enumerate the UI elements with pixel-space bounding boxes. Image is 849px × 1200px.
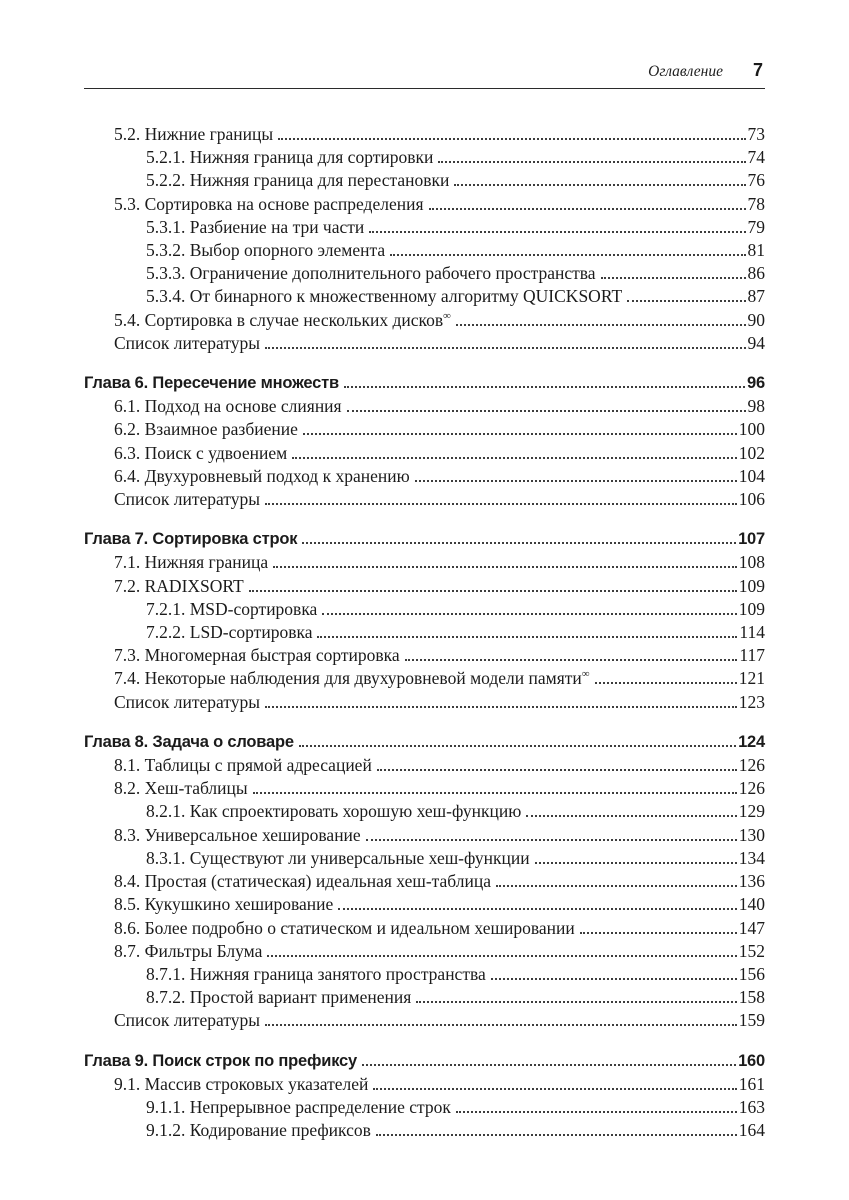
dot-leader (535, 862, 737, 864)
toc-entry-label: 7.3. Многомерная быстрая сортировка (114, 645, 400, 666)
toc-entry (84, 169, 765, 192)
toc-entry (84, 418, 765, 441)
toc-entry-page: 100 (738, 419, 765, 440)
dot-leader (390, 254, 745, 256)
toc-entry-label: Глава 9. Поиск строк по префиксу (84, 1051, 358, 1070)
dot-leader (454, 184, 745, 186)
toc-entry (84, 1073, 765, 1096)
dot-leader (456, 1111, 737, 1113)
toc-entry-page: 86 (747, 263, 765, 284)
dot-leader (273, 566, 737, 568)
toc-entry-label: Список литературы (114, 332, 261, 353)
toc-entry-page: 81 (747, 240, 765, 261)
toc-entry (84, 1009, 765, 1032)
toc-entry-label: 9.1. Массив строковых указателей (114, 1073, 369, 1094)
toc-entry-label: 8.7.1. Нижняя граница занятого пространства (146, 963, 486, 984)
header-title: Оглавление (648, 63, 723, 80)
toc-entry (84, 621, 765, 644)
toc-entry-label: 5.4. Сортировка в случае нескольких дисков∞ (114, 309, 451, 330)
toc-entry-page: 124 (738, 732, 765, 751)
toc-entry-page: 134 (738, 847, 765, 868)
dot-leader (299, 745, 736, 747)
dot-leader (302, 542, 736, 544)
toc-entry (84, 963, 765, 986)
dot-leader (317, 636, 737, 638)
dot-leader (249, 590, 737, 592)
toc-entry (84, 1119, 765, 1142)
dot-leader (491, 978, 737, 980)
toc-entry-page: 94 (747, 332, 765, 353)
dot-leader (303, 433, 737, 435)
toc-entry-label: 7.1. Нижняя граница (114, 552, 269, 573)
toc-chapter-entry (84, 528, 765, 551)
dot-leader (377, 769, 737, 771)
toc-entry-page: 74 (747, 147, 765, 168)
toc-entry-label: 6.3. Поиск с удвоением (114, 442, 288, 463)
dot-leader (496, 885, 737, 887)
toc-entry-label: Список литературы (114, 691, 261, 712)
toc-entry (84, 667, 765, 690)
toc-entry-page: 140 (738, 894, 765, 915)
toc-entry (84, 216, 765, 239)
toc-entry (84, 551, 765, 574)
toc-entry-page: 109 (738, 575, 765, 596)
dot-leader (438, 161, 745, 163)
toc-entry-page: 109 (738, 598, 765, 619)
toc-entry-label: 5.3.3. Ограничение дополнительного рабочего пространства (146, 263, 596, 284)
toc-entry-label: 5.3.1. Разбиение на три части (146, 216, 365, 237)
toc-entry-label: 8.7.2. Простой вариант применения (146, 987, 412, 1008)
toc-entry-label: Глава 7. Сортировка строк (84, 530, 298, 549)
toc-chapter-entry (84, 731, 765, 754)
advanced-section-marker: ∞ (581, 668, 590, 681)
toc-entry (84, 644, 765, 667)
toc-entry (84, 575, 765, 598)
advanced-section-marker: ∞ (443, 309, 451, 322)
toc-entry (84, 691, 765, 714)
dot-leader (267, 955, 736, 957)
toc-entry-page: 90 (747, 309, 765, 330)
dot-leader (265, 706, 737, 708)
dot-leader (415, 480, 737, 482)
toc-entry (84, 777, 765, 800)
dot-leader (265, 347, 745, 349)
dot-leader (253, 792, 737, 794)
header-rule (84, 88, 765, 89)
toc-entry (84, 123, 765, 146)
toc-entry-page: 161 (738, 1073, 765, 1094)
toc-chapter-entry (84, 1050, 765, 1073)
dot-leader (362, 1064, 736, 1066)
toc-entry (84, 193, 765, 216)
toc-entry (84, 442, 765, 465)
dot-leader (405, 659, 738, 661)
dot-leader (595, 682, 737, 684)
toc-entry (84, 395, 765, 418)
dot-leader (265, 503, 737, 505)
toc-entry-label: 7.2. RADIXSORT (114, 575, 244, 596)
dot-leader (369, 231, 745, 233)
toc-entry-label: 5.2.1. Нижняя граница для сортировки (146, 147, 434, 168)
toc-entry-page: 106 (738, 489, 765, 510)
toc-entry-page: 130 (738, 824, 765, 845)
toc-entry-label: 7.2.1. MSD-сортировка (146, 598, 318, 619)
toc-entry-page: 159 (738, 1010, 765, 1031)
toc-entry-label: 8.3.1. Существуют ли универсальные хеш-функции (146, 847, 530, 868)
toc-entry-label: 8.4. Простая (статическая) идеальная хеш-таблица (114, 871, 491, 892)
toc-entry-page: 114 (739, 622, 765, 643)
toc-entry (84, 754, 765, 777)
toc-entry-page: 129 (738, 801, 765, 822)
header-page-number: 7 (752, 60, 763, 80)
toc-entry-label: Глава 8. Задача о словаре (84, 732, 294, 751)
toc-entry (84, 262, 765, 285)
dot-leader (344, 386, 745, 388)
toc-entry (84, 598, 765, 621)
toc-entry (84, 285, 765, 308)
dot-leader (322, 613, 736, 615)
toc-entry-label: 5.2. Нижние границы (114, 124, 274, 144)
toc-entry-label: Глава 6. Пересечение множеств (84, 374, 339, 393)
toc-entry-label: 8.3. Универсальное хеширование (114, 824, 361, 845)
toc-entry-page: 79 (747, 216, 765, 237)
toc-entry (84, 332, 765, 355)
toc-entry-label: 5.3.2. Выбор опорного элемента (146, 240, 386, 261)
toc-entry (84, 870, 765, 893)
dot-leader (526, 815, 736, 817)
toc-entry-page: 156 (738, 963, 765, 984)
toc-entry-label: 7.4. Некоторые наблюдения для двухуровневой модели памяти∞ (114, 668, 590, 689)
toc-entry-label: 9.1.2. Кодирование префиксов (146, 1120, 371, 1141)
toc-entry-page: 121 (738, 668, 765, 689)
toc-chapter-entry (84, 372, 765, 395)
dot-leader (265, 1024, 737, 1026)
toc-entry-label: 6.4. Двухуровневый подход к хранению (114, 465, 410, 486)
toc-entry-label: 7.2.2. LSD-сортировка (146, 622, 313, 643)
toc-entry (84, 986, 765, 1009)
toc-entry (84, 847, 765, 870)
toc-entry-page: 96 (747, 374, 765, 393)
toc-entry-label: 6.2. Взаимное разбиение (114, 419, 298, 440)
toc-entry-label: 8.6. Более подробно о статическом и идеальном хешировании (114, 917, 575, 938)
toc-entry-page: 123 (738, 691, 765, 712)
dot-leader (416, 1001, 736, 1003)
toc-entry-page: 104 (738, 465, 765, 486)
toc-entry-label: 5.3.4. От бинарного к множественному алгоритму QUICKSORT (146, 286, 623, 307)
dot-leader (580, 932, 737, 934)
toc-entry-page: 152 (738, 940, 765, 961)
page-header (84, 60, 765, 81)
toc-entry-page: 158 (738, 987, 765, 1008)
toc-entry-label: 6.1. Подход на основе слияния (114, 396, 342, 417)
toc-entry-page: 107 (738, 530, 765, 549)
toc-entry (84, 465, 765, 488)
toc-entry-page: 163 (738, 1096, 765, 1117)
toc-entry-page: 126 (738, 778, 765, 799)
toc-entry-page: 73 (747, 124, 765, 144)
dot-leader (376, 1134, 737, 1136)
toc-list (84, 123, 765, 1142)
dot-leader (429, 208, 746, 210)
dot-leader (627, 300, 745, 302)
toc-entry-label: 8.2. Хеш-таблицы (114, 778, 248, 799)
toc-entry-page: 147 (738, 917, 765, 938)
toc-entry-page: 76 (747, 170, 765, 191)
dot-leader (366, 839, 737, 841)
toc-entry (84, 940, 765, 963)
toc-entry-label: 8.5. Кукушкино хеширование (114, 894, 334, 915)
toc-entry (84, 239, 765, 262)
toc-entry-page: 108 (738, 552, 765, 573)
toc-entry (84, 488, 765, 511)
toc-entry-page: 102 (738, 442, 765, 463)
toc-entry-page: 87 (747, 286, 765, 307)
dot-leader (601, 277, 746, 279)
toc-entry-page: 126 (738, 755, 765, 776)
toc-entry-page: 136 (738, 871, 765, 892)
toc-entry (84, 309, 765, 332)
toc-entry (84, 1096, 765, 1119)
toc-entry-label: Список литературы (114, 489, 261, 510)
toc-entry (84, 917, 765, 940)
dot-leader (338, 908, 736, 910)
dot-leader (347, 410, 746, 412)
toc-entry-label: 8.7. Фильтры Блума (114, 940, 263, 961)
dot-leader (456, 324, 746, 326)
toc-entry (84, 800, 765, 823)
toc-entry-label: 9.1.1. Непрерывное распределение строк (146, 1096, 451, 1117)
dot-leader (373, 1088, 736, 1090)
toc-entry (84, 824, 765, 847)
toc-entry-page: 164 (738, 1120, 765, 1141)
toc-entry-label: 5.3. Сортировка на основе распределения (114, 193, 424, 214)
toc-entry (84, 893, 765, 916)
dot-leader (292, 457, 737, 459)
toc-entry (84, 146, 765, 169)
toc-entry-page: 78 (747, 193, 765, 214)
toc-entry-page: 117 (739, 645, 765, 666)
toc-entry-page: 160 (738, 1051, 765, 1070)
toc-entry-page: 98 (747, 396, 765, 417)
toc-entry-label: 8.2.1. Как спроектировать хорошую хеш-функцию (146, 801, 522, 822)
dot-leader (278, 138, 745, 140)
toc-entry-label: 8.1. Таблицы с прямой адресацией (114, 755, 372, 776)
toc-entry-label: Список литературы (114, 1010, 261, 1031)
toc-entry-label: 5.2.2. Нижняя граница для перестановки (146, 170, 450, 191)
